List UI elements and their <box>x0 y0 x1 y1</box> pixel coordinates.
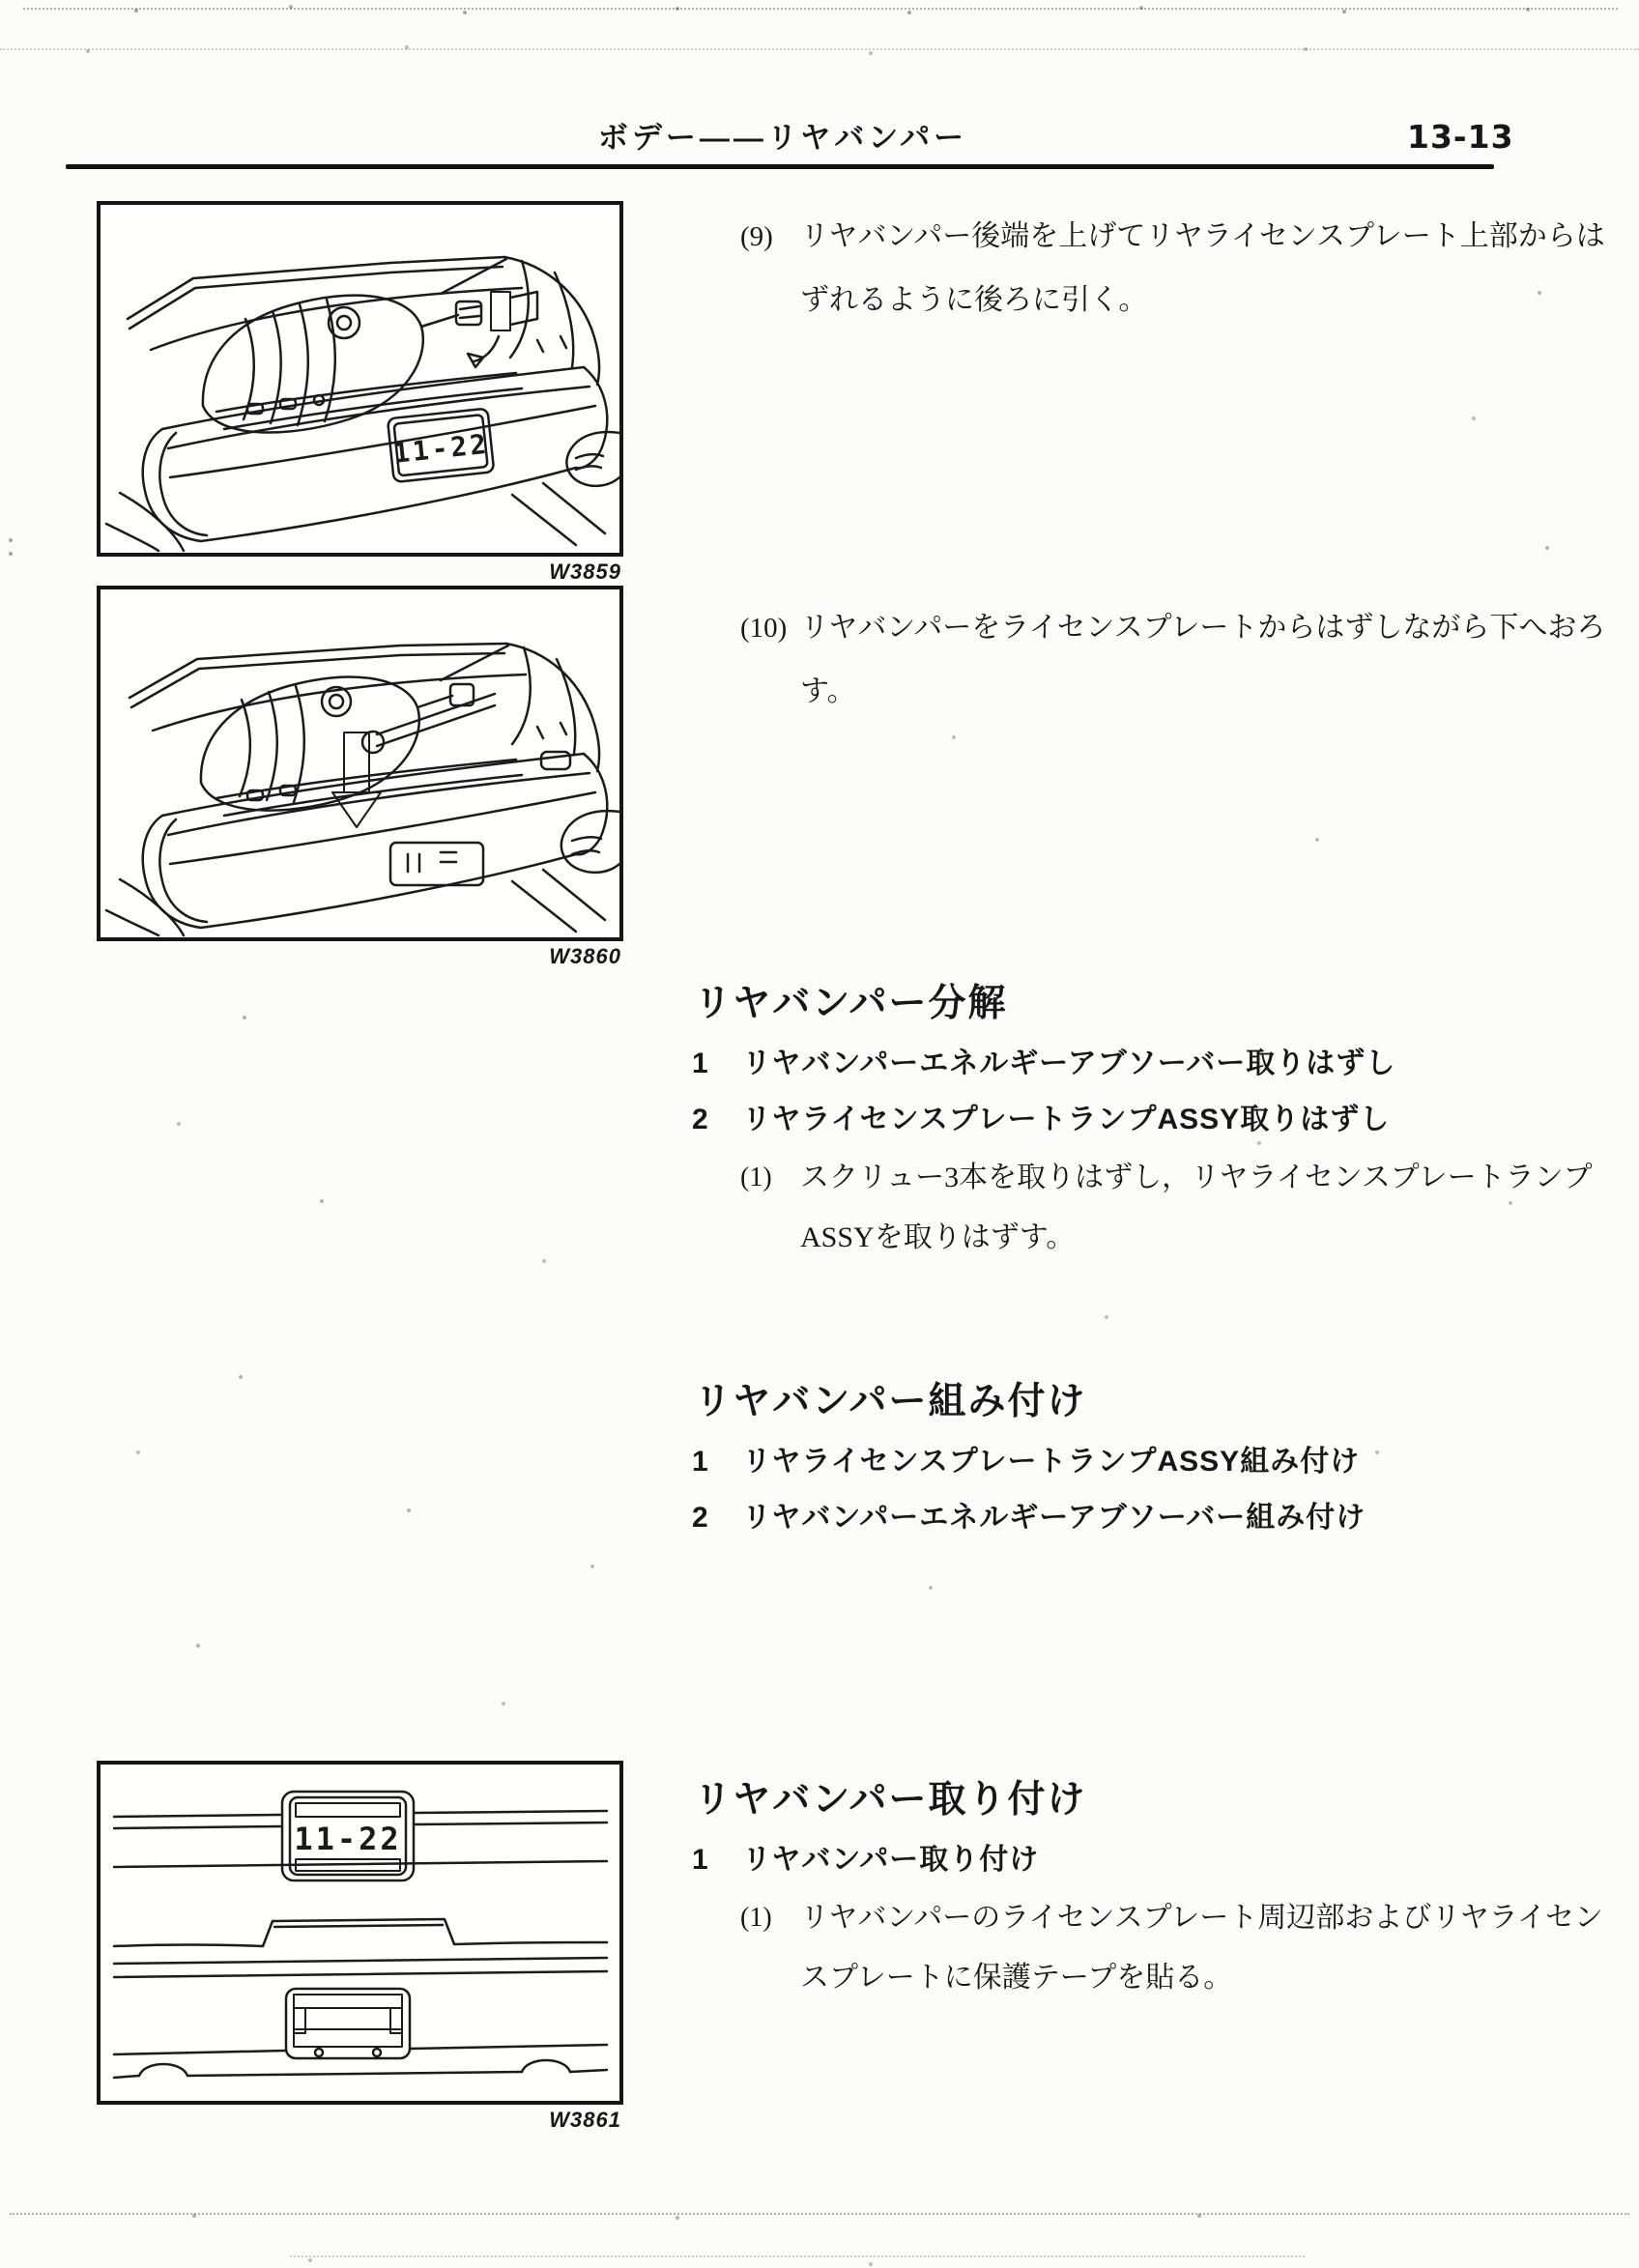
section-title: リヤバンパー分解 <box>694 983 1008 1024</box>
sub-step-text-line: スプレートに保護テープを貼る。 <box>800 1962 1233 1994</box>
license-plate-number: 11-22 <box>391 427 491 470</box>
sub-step <box>686 1148 1593 1268</box>
sub-step-text-line: スクリュー3本を取りはずし，リヤライセンスプレートランプ <box>800 1162 1593 1193</box>
header-divider <box>66 164 1494 169</box>
section-bumper-assembly <box>686 1380 1540 1536</box>
item-text: リヤバンパーエネルギーアブソーバー取りはずし <box>742 1048 1396 1079</box>
hand-drawing <box>566 432 619 486</box>
sub-step-text-line: リヤバンパーのライセンスプレート周辺部およびリヤライセン <box>800 1902 1603 1934</box>
figure-frame <box>97 201 623 557</box>
scan-noise-row <box>10 2213 1629 2215</box>
section-title: リヤバンパー取り付け <box>694 1779 1087 1821</box>
section-title: リヤバンパー組み付け <box>694 1381 1087 1422</box>
item-text: リヤライセンスプレートランプASSY組み付け <box>742 1446 1361 1478</box>
item-text: リヤライセンスプレートランプASSY取りはずし <box>742 1104 1391 1135</box>
list-item <box>686 1046 1540 1082</box>
license-plate-drawing <box>388 409 494 483</box>
scan-noise-row <box>290 2255 1305 2257</box>
hand-drawing <box>561 811 619 873</box>
figure-frame <box>97 586 623 941</box>
step-number: (10) <box>740 613 788 644</box>
rear-bumper-lower-illustration <box>101 589 619 937</box>
license-plate-number: 11-22 <box>294 1821 402 1857</box>
procedure-step <box>738 205 1605 332</box>
step-text-line: リヤバンパー後端を上げてリヤライセンスプレート上部からは <box>800 220 1605 252</box>
item-text: リヤバンパーエネルギーアブソーバー組み付け <box>742 1502 1366 1534</box>
page-title: ボデー――リヤバンパー <box>597 121 968 155</box>
list-item <box>686 1842 1540 1879</box>
step-text-line: リヤバンパーをライセンスプレートからはずしながら下へおろ <box>800 612 1606 644</box>
step-text-line: ずれるように後ろに引く。 <box>800 284 1148 316</box>
license-plate-partial-drawing <box>390 843 483 885</box>
scan-noise-row <box>0 48 1639 50</box>
step-text-line: す。 <box>800 675 856 707</box>
list-item <box>686 1444 1540 1480</box>
figure-code: W3860 <box>549 944 621 968</box>
figure-bumper-pull-back <box>97 201 623 585</box>
figure-protective-tape <box>97 1761 623 2133</box>
quarter-panel-drawing <box>504 257 599 385</box>
reinforcement-bar-drawing <box>216 373 522 429</box>
figure-frame <box>97 1761 623 2105</box>
item-text: リヤバンパー取り付け <box>742 1844 1040 1876</box>
section-bumper-disassembly <box>686 982 1593 1268</box>
checkered-tag-arrow-drawing <box>468 292 537 367</box>
rear-bumper-pull-illustration <box>101 205 619 553</box>
item-number: 1 <box>692 1446 709 1478</box>
page-number: 13-13 <box>1407 118 1514 156</box>
figure-code: W3859 <box>549 560 621 584</box>
trunk-opening-drawing <box>129 644 526 731</box>
sub-step-number: (1) <box>740 1903 772 1933</box>
figure-code: W3861 <box>549 2108 621 2132</box>
figure-bumper-lower-down <box>97 586 623 969</box>
sub-step-text-line: ASSYを取りはずす。 <box>800 1221 1076 1253</box>
sub-step <box>686 1888 1603 2008</box>
license-plate-tape-illustration <box>101 1765 619 2101</box>
list-item <box>686 1102 1540 1138</box>
license-lamp-taped-drawing <box>286 1989 410 2058</box>
sub-step-number: (1) <box>740 1163 772 1192</box>
scan-noise-row <box>23 8 1618 10</box>
bumper-bottom-lines-drawing <box>114 2045 607 2078</box>
item-number: 2 <box>692 1104 709 1135</box>
item-number: 1 <box>692 1048 709 1079</box>
scan-noise-specks <box>0 0 2 2</box>
muffler-drawing <box>203 296 481 433</box>
list-item <box>686 1500 1540 1536</box>
step-number: (9) <box>740 221 773 252</box>
section-bumper-installation <box>686 1778 1603 2008</box>
item-number: 2 <box>692 1502 709 1534</box>
trunk-opening-drawing <box>128 257 522 350</box>
item-number: 1 <box>692 1844 709 1876</box>
license-plate-taped-drawing <box>282 1792 414 1880</box>
procedure-step <box>738 596 1606 724</box>
